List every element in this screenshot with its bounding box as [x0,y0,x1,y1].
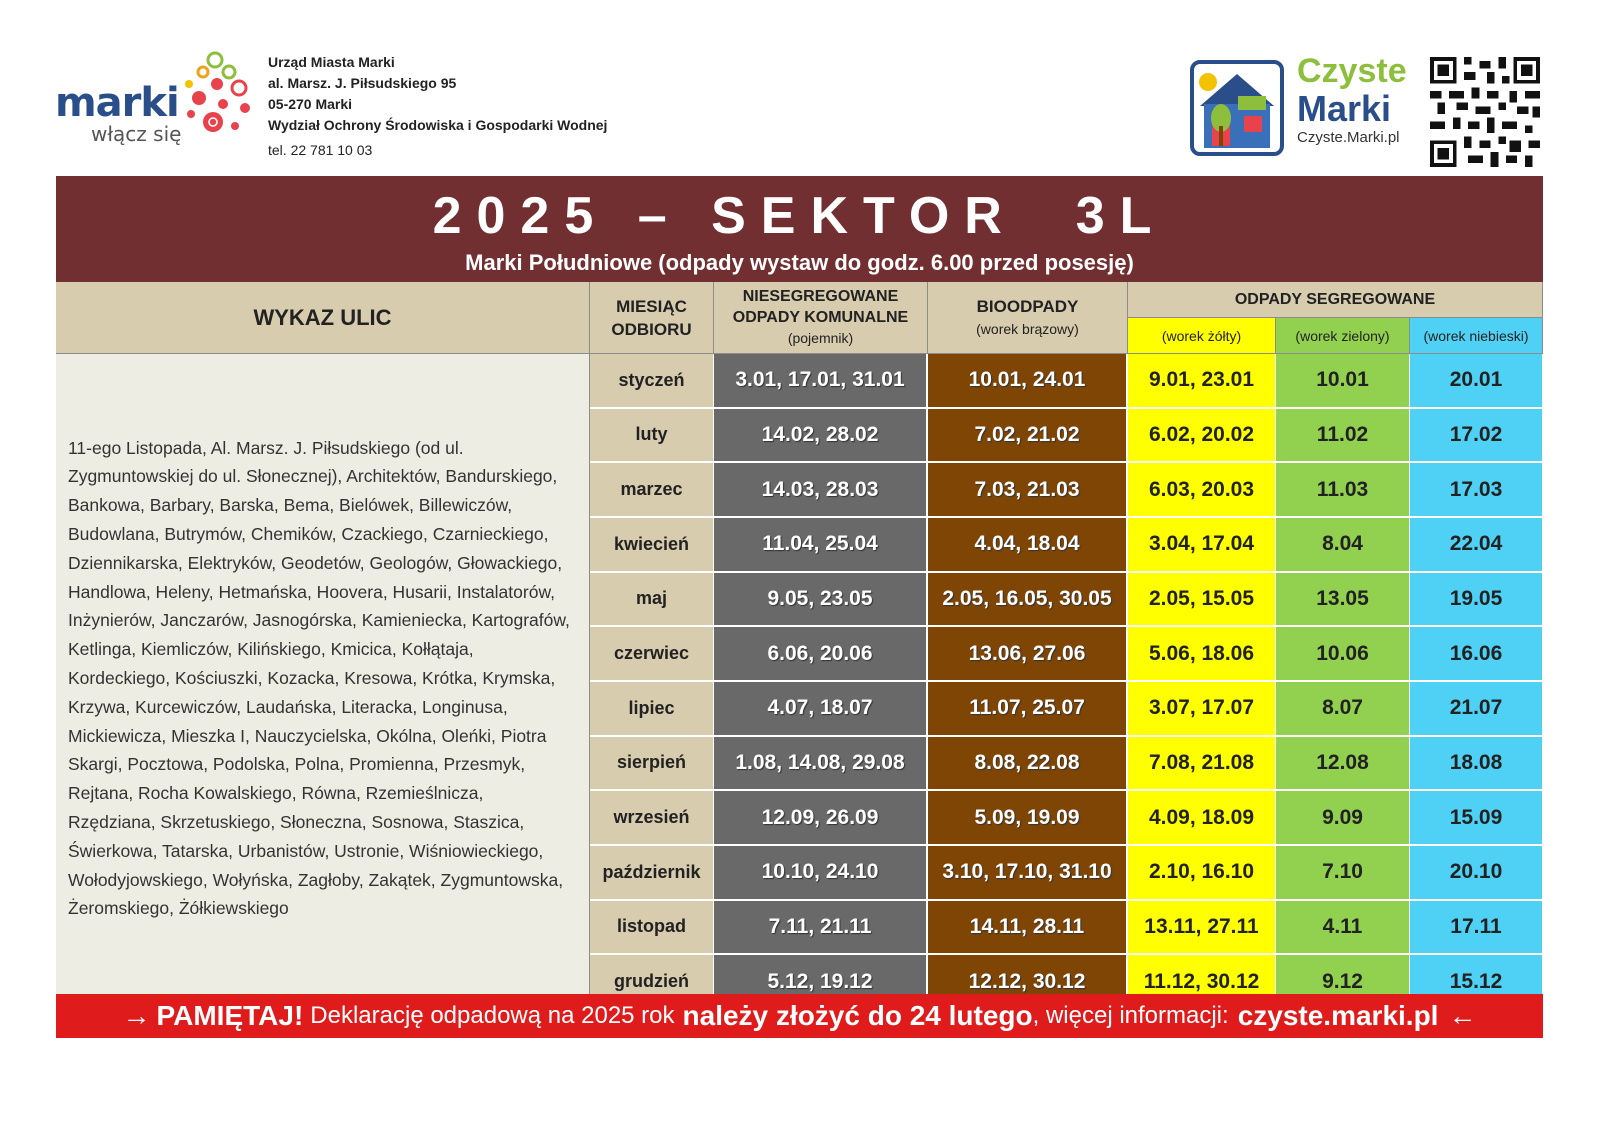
nieseg-cell: 3.01, 17.01, 31.01 [714,354,928,409]
month-cell: marzec [590,463,714,518]
reminder-deadline: należy złożyć do 24 lutego [682,1000,1033,1031]
month-cell: październik [590,846,714,901]
blue-bag-cell: 20.10 [1410,846,1543,901]
address-line-street: al. Marsz. J. Piłsudskiego 95 [268,75,457,91]
address-line-department: Wydział Ochrony Środowiska i Gospodarki Wodnej [268,117,608,133]
nieseg-cell: 14.02, 28.02 [714,409,928,464]
czyste-marki-brand [1297,52,1407,148]
green-bag-cell: 10.01 [1276,354,1410,409]
blue-bag-cell: 15.09 [1410,791,1543,846]
month-cell: wrzesień [590,791,714,846]
reminder-label: PAMIĘTAJ! [156,1000,304,1031]
bio-cell: 3.10, 17.10, 31.10 [928,846,1128,901]
yellow-bag-cell: 5.06, 18.06 [1128,627,1276,682]
yellow-bag-cell: 11.12, 30.12 [1128,955,1276,1010]
yellow-bag-cell: 9.01, 23.01 [1128,354,1276,409]
marki-logo-tagline: włącz się [91,122,182,146]
header-bio [928,282,1128,354]
bio-cell: 8.08, 22.08 [928,737,1128,792]
green-bag-cell: 11.03 [1276,463,1410,518]
month-cell: czerwiec [590,627,714,682]
green-bag-cell: 9.12 [1276,955,1410,1010]
header-nieseg-line3: (pojemnik) [787,330,854,346]
bio-cell: 7.02, 21.02 [928,409,1128,464]
yellow-bag-cell: 4.09, 18.09 [1128,791,1276,846]
header-nieseg-line2: ODPADY KOMUNALNE [732,309,909,326]
marki-logo-dots-icon [177,50,257,140]
yellow-bag-cell: 2.10, 16.10 [1128,846,1276,901]
blue-bag-cell: 15.12 [1410,955,1543,1010]
address-line-phone: tel. 22 781 10 03 [268,142,373,158]
bio-cell: 14.11, 28.11 [928,901,1128,956]
bio-cell: 2.05, 16.05, 30.05 [928,573,1128,628]
header-nieseg-line1: NIESEGREGOWANE [742,288,899,305]
arrow-left-icon: ← [1448,1000,1477,1031]
brand-line-marki: Marki [1297,88,1392,129]
nieseg-cell: 11.04, 25.04 [714,518,928,573]
yellow-bag-cell: 6.03, 20.03 [1128,463,1276,518]
yellow-bag-cell: 3.04, 17.04 [1128,518,1276,573]
green-bag-cell: 4.11 [1276,901,1410,956]
header-yellow-bag: (worek żółty) [1128,318,1276,354]
nieseg-cell: 9.05, 23.05 [714,573,928,628]
month-cell: styczeń [590,354,714,409]
yellow-bag-cell: 3.07, 17.07 [1128,682,1276,737]
month-cell: kwiecień [590,518,714,573]
header-green-bag: (worek zielony) [1276,318,1410,354]
page-subtitle: Marki Południowe (odpady wystaw do godz. 6.00 przed posesję) [465,250,1134,275]
blue-bag-cell: 20.01 [1410,354,1543,409]
green-bag-cell: 12.08 [1276,737,1410,792]
nieseg-cell: 6.06, 20.06 [714,627,928,682]
green-bag-cell: 11.02 [1276,409,1410,464]
reminder-text-2: , więcej informacji: [1032,1002,1229,1029]
month-cell: grudzień [590,955,714,1010]
header-segregated: ODPADY SEGREGOWANE [1128,282,1543,318]
month-cell: sierpień [590,737,714,792]
nieseg-cell: 10.10, 24.10 [714,846,928,901]
blue-bag-cell: 16.06 [1410,627,1543,682]
nieseg-cell: 4.07, 18.07 [714,682,928,737]
header-month-line1: MIESIĄC [616,296,687,316]
yellow-bag-cell: 7.08, 21.08 [1128,737,1276,792]
street-list: 11-ego Listopada, Al. Marsz. J. Piłsudskiego (od ul. Zygmuntowskiej do ul. Słonecznej), Architektów, Bandurskiego, Bankowa, Barbary, Barska, Bema, Bielówek, Billewiczów, Budowlana, Butrymów, Chemików, Czackiego, Czarnieckiego, Dziennikarska, Elektryków, Geodetów, Geologów, Głowackiego, Handlowa, Heleny, Hetmańska, Hoovera, Husarii, Instalatorów, Inżynierów, Janczarów, Jasnogórska, Kamieniecka, Kartografów, Ketlinga, Kiemliczów, Kilińskiego, Kmicica, Kołłątaja, Kordeckiego, Kościuszki, Kozacka, Kresowa, Krótka, Krymska, Krzywa, Kurcewiczów, Laudańska, Literacka, Longinusa, Mickiewicza, Mieszka I, Nauczycielska, Okólna, Oleńki, Piotra Skargi, Pocztowa, Podolska, Polna, Promienna, Przesmyk, Rejtana, Rocha Kowalskiego, Równa, Rzemieślnicza, Rzędziana, Skrzetuskiego, Słoneczna, Sosnowa, Staszica, Świerkowa, Tatarska, Urbanistów, Ustronie, Wiśniowieckiego, Wołodyjowskiego, Wołyńska, Zagłoby, Zakątek, Zygmuntowska, Żeromskiego, Żółkiewskiego [56,354,590,1010]
yellow-bag-cell: 13.11, 27.11 [1128,901,1276,956]
address-line-office: Urząd Miasta Marki [268,54,395,70]
green-bag-cell: 9.09 [1276,791,1410,846]
nieseg-cell: 12.09, 26.09 [714,791,928,846]
nieseg-cell: 7.11, 21.11 [714,901,928,956]
bio-cell: 11.07, 25.07 [928,682,1128,737]
month-cell: listopad [590,901,714,956]
green-bag-cell: 10.06 [1276,627,1410,682]
yellow-bag-cell: 6.02, 20.02 [1128,409,1276,464]
bio-cell: 12.12, 30.12 [928,955,1128,1010]
marki-logo-word: marki [55,80,179,126]
green-bag-cell: 8.07 [1276,682,1410,737]
header-bio-line2: (worek brązowy) [976,320,1079,337]
bio-cell: 7.03, 21.03 [928,463,1128,518]
green-bag-cell: 13.05 [1276,573,1410,628]
office-address [268,52,607,161]
bio-cell: 13.06, 27.06 [928,627,1128,682]
nieseg-cell: 1.08, 14.08, 29.08 [714,737,928,792]
month-cell: lipiec [590,682,714,737]
header-bio-line1: BIOODPADY [976,296,1079,316]
nieseg-cell: 5.12, 19.12 [714,955,928,1010]
header-blue-bag: (worek niebieski) [1410,318,1543,354]
header-nieseg [714,282,928,354]
blue-bag-cell: 19.05 [1410,573,1543,628]
brand-line-czyste: Czyste [1297,52,1407,90]
address-line-postal: 05-270 Marki [268,96,353,112]
blue-bag-cell: 17.03 [1410,463,1543,518]
reminder-text-1: Deklarację odpadową na 2025 rok [310,1002,675,1029]
green-bag-cell: 7.10 [1276,846,1410,901]
schedule-table [56,282,1543,1010]
bio-cell: 5.09, 19.09 [928,791,1128,846]
nieseg-cell: 14.03, 28.03 [714,463,928,518]
month-cell: maj [590,573,714,628]
reminder-band [56,994,1543,1038]
blue-bag-cell: 18.08 [1410,737,1543,792]
brand-url[interactable]: Czyste.Marki.pl [1297,129,1400,146]
bio-cell: 4.04, 18.04 [928,518,1128,573]
page-title: 2025 – SEKTOR 3L [432,187,1167,245]
reminder-link[interactable]: czyste.marki.pl [1237,1000,1439,1031]
blue-bag-cell: 22.04 [1410,518,1543,573]
bio-cell: 10.01, 24.01 [928,354,1128,409]
blue-bag-cell: 17.02 [1410,409,1543,464]
header-month [590,282,714,354]
title-band [56,176,1543,282]
marki-logo [55,50,255,150]
yellow-bag-cell: 2.05, 15.05 [1128,573,1276,628]
green-bag-cell: 8.04 [1276,518,1410,573]
month-cell: luty [590,409,714,464]
czyste-marki-house-icon [1190,60,1284,156]
qr-code-icon[interactable] [1430,57,1540,167]
arrow-right-icon: → [122,1000,151,1031]
blue-bag-cell: 17.11 [1410,901,1543,956]
header-streets: WYKAZ ULIC [56,282,590,354]
header-month-line2: ODBIORU [611,319,692,339]
blue-bag-cell: 21.07 [1410,682,1543,737]
